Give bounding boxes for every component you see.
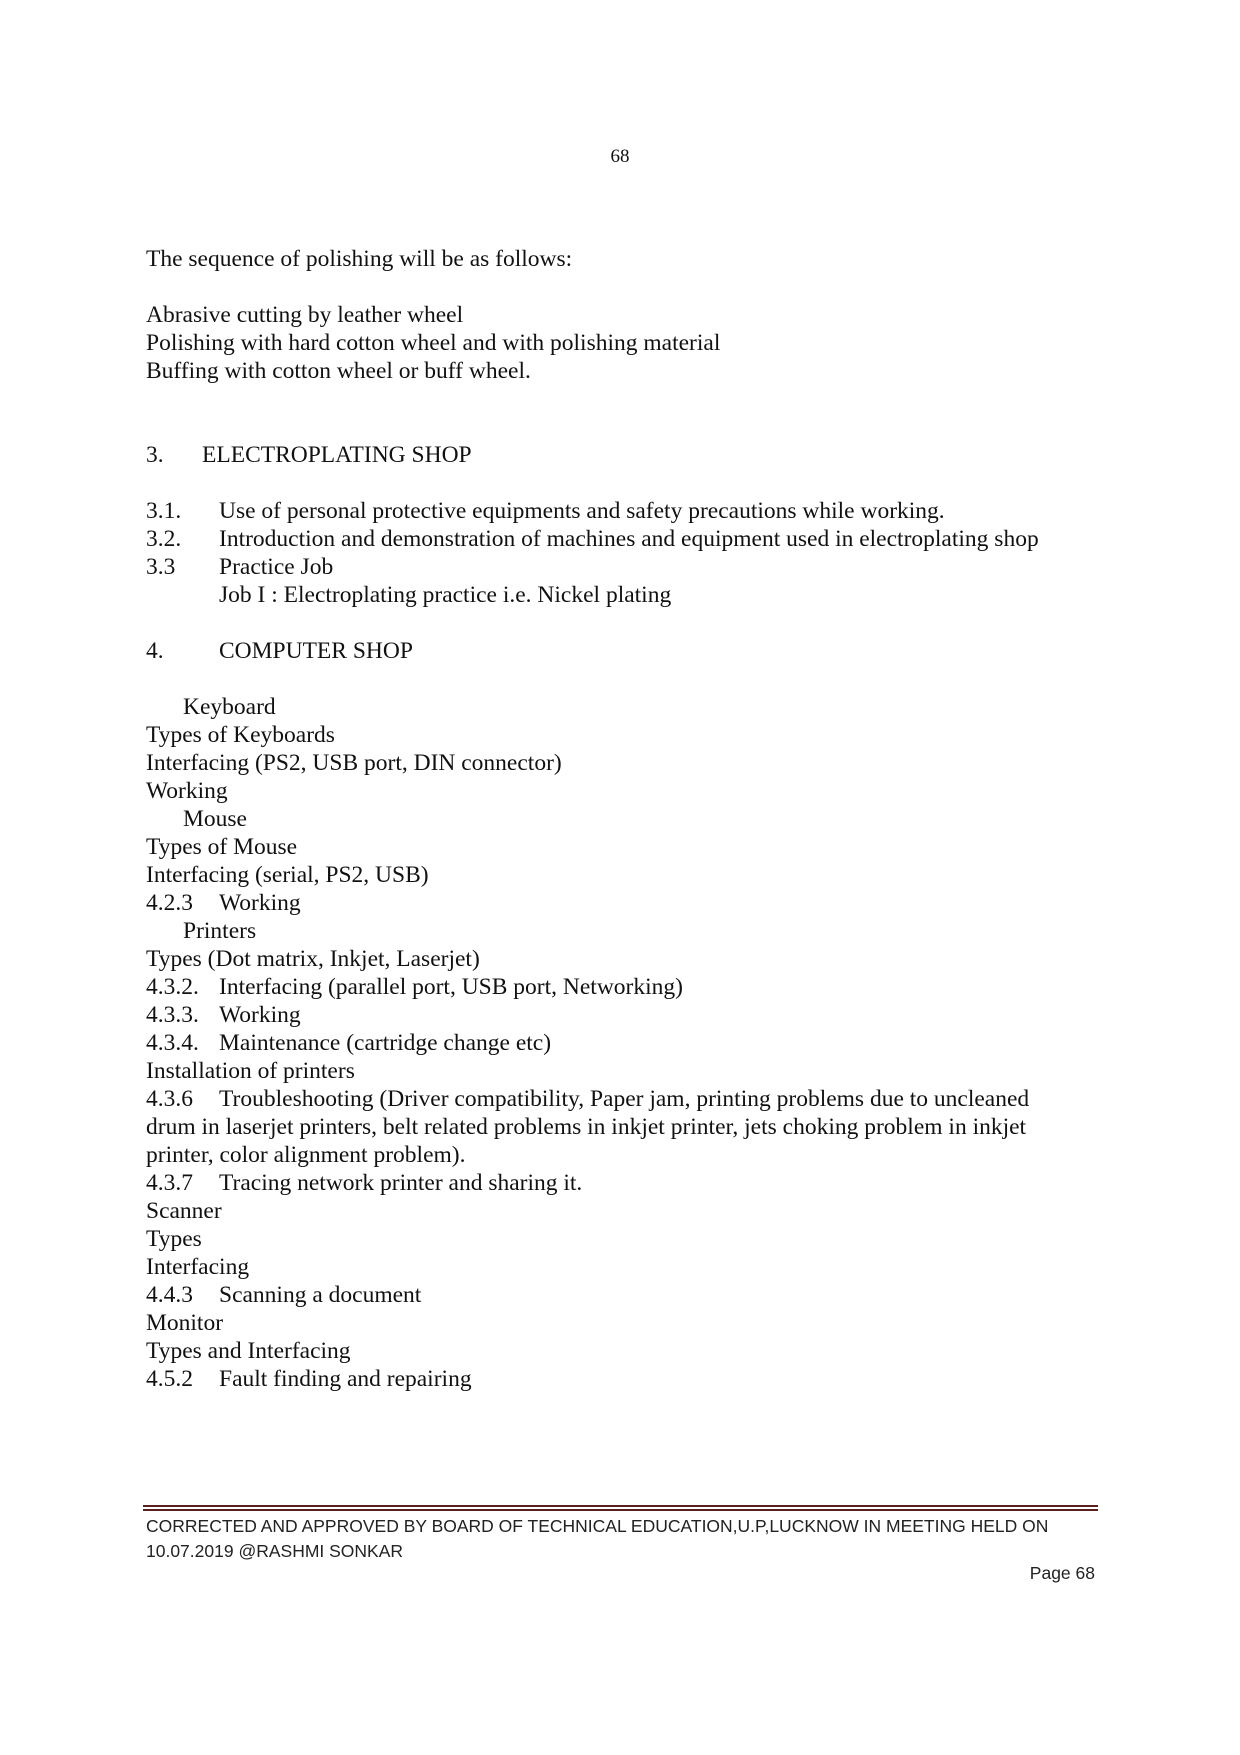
item-number: 3.3 [146, 554, 176, 580]
item-number: 4.2.3 [146, 890, 193, 916]
subtopic: Types [146, 1226, 202, 1252]
item-number: 4.3.7 [146, 1170, 193, 1196]
numbered-subtopic [146, 1029, 1106, 1057]
item-text: Use of personal protective equipments and safety precautions while working. [219, 498, 945, 524]
numbered-subtopic [146, 1365, 1106, 1393]
item-number: 4.5.2 [146, 1366, 193, 1392]
topic-printers: Printers [183, 918, 257, 944]
footer-approval [146, 1514, 1096, 1564]
item-number: 4.3.2. [146, 974, 199, 1000]
footer-page-number: Page 68 [1029, 1563, 1095, 1583]
item-text: Troubleshooting (Driver compatibility, Paper jam, printing problems due to uncleaned drum in laserjet printers, belt related problems in inkjet printer, jets choking problem in inkjet printer, color alignment problem). [146, 1086, 1030, 1168]
section-3-heading [146, 441, 1106, 469]
subtopic: Installation of printers [146, 1058, 355, 1084]
topic-keyboard: Keyboard [183, 694, 276, 720]
section-number: 3. [146, 442, 164, 468]
section-number: 4. [146, 638, 164, 664]
item-text: Fault finding and repairing [219, 1366, 472, 1392]
topic-mouse: Mouse [183, 806, 247, 832]
item-text: Practice Job [219, 554, 334, 580]
polishing-step: Abrasive cutting by leather wheel [146, 302, 464, 328]
polishing-sequence-heading: The sequence of polishing will be as follows: [146, 246, 573, 272]
polishing-step: Polishing with hard cotton wheel and with polishing material [146, 330, 721, 356]
item-text: Introduction and demonstration of machines and equipment used in electroplating shop [219, 526, 1039, 552]
item-number: 4.3.3. [146, 1002, 199, 1028]
section-title: ELECTROPLATING SHOP [202, 442, 472, 468]
item-number: 4.3.4. [146, 1030, 199, 1056]
item-text: Interfacing (parallel port, USB port, Networking) [219, 974, 683, 1000]
item-number: 4.4.3 [146, 1282, 193, 1308]
section-3-item [146, 525, 1106, 553]
subtopic: Types of Mouse [146, 834, 298, 860]
topic-scanner: Scanner [146, 1198, 222, 1224]
footer-approval-line: 10.07.2019 @RASHMI SONKAR [146, 1541, 404, 1561]
numbered-subtopic [146, 1281, 1106, 1309]
section-4-heading [146, 637, 1106, 665]
subtopic: Interfacing (PS2, USB port, DIN connector) [146, 750, 562, 776]
practice-job: Job I : Electroplating practice i.e. Nickel plating [219, 582, 672, 608]
page-number-top: 68 [610, 146, 630, 167]
footer-divider [143, 1505, 1098, 1511]
section-3-item [146, 497, 1106, 525]
item-text: Working [219, 1002, 301, 1028]
subtopic: Interfacing [146, 1254, 250, 1280]
numbered-subtopic [146, 973, 1106, 1001]
document-body [146, 245, 1106, 1393]
numbered-subtopic [146, 889, 1106, 917]
numbered-subtopic [146, 1001, 1106, 1029]
item-text: Working [219, 890, 301, 916]
polishing-step: Buffing with cotton wheel or buff wheel. [146, 358, 531, 384]
numbered-subtopic [146, 1169, 1106, 1197]
subtopic: Types (Dot matrix, Inkjet, Laserjet) [146, 946, 480, 972]
item-text: Tracing network printer and sharing it. [219, 1170, 583, 1196]
section-title: COMPUTER SHOP [219, 638, 413, 664]
item-number: 3.2. [146, 526, 182, 552]
footer-approval-line: CORRECTED AND APPROVED BY BOARD OF TECHNICAL EDUCATION,U.P,LUCKNOW IN MEETING HELD ON [146, 1516, 1049, 1536]
item-number: 4.3.6 [146, 1086, 193, 1112]
numbered-subtopic-troubleshooting [146, 1085, 1066, 1169]
subtopic: Types of Keyboards [146, 722, 335, 748]
section-3-item [146, 553, 1106, 581]
subtopic: Interfacing (serial, PS2, USB) [146, 862, 429, 888]
item-text: Maintenance (cartridge change etc) [219, 1030, 552, 1056]
item-text: Scanning a document [219, 1282, 422, 1308]
topic-monitor: Monitor [146, 1310, 224, 1336]
subtopic: Working [146, 778, 228, 804]
item-number: 3.1. [146, 498, 182, 524]
subtopic: Types and Interfacing [146, 1338, 351, 1364]
